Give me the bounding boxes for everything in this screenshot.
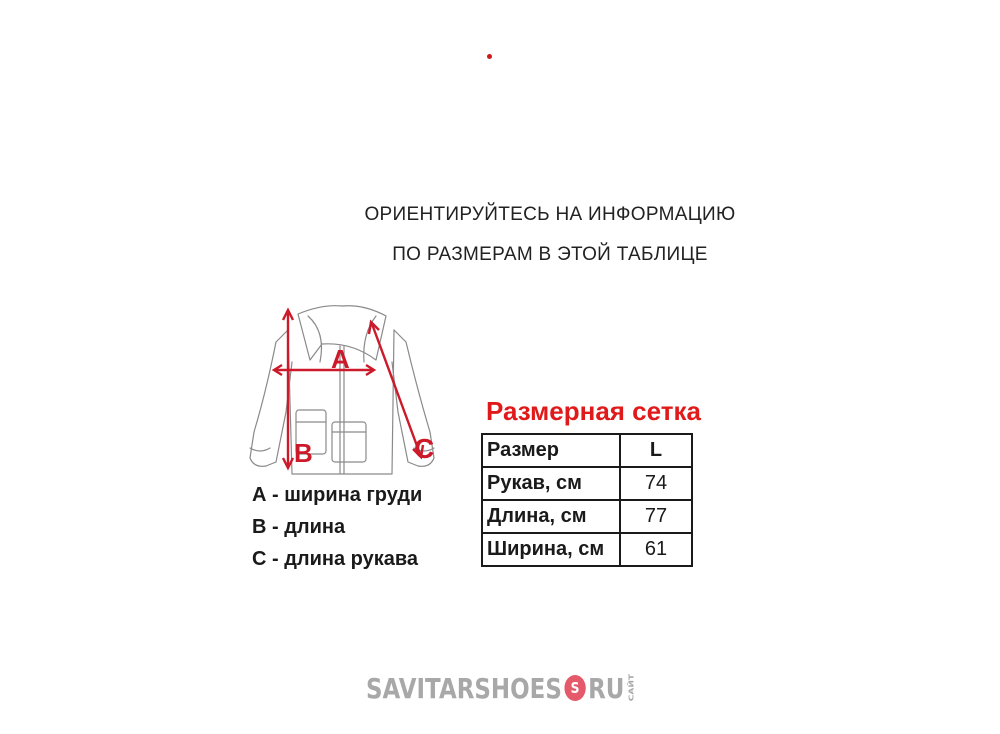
legend-item-c: С - длина рукава: [252, 548, 419, 570]
brand-suffix: САЙТ: [627, 674, 636, 702]
header-label-cell: Размер: [482, 434, 620, 467]
legend-item-b: В - длина: [252, 516, 346, 538]
table-row: [482, 467, 692, 500]
heading-line-2: ПО РАЗМЕРАМ В ЭТОЙ ТАБЛИЦЕ: [392, 244, 708, 265]
brand-logo: [366, 668, 636, 708]
label-a: A: [331, 344, 350, 374]
red-dot: [487, 54, 492, 59]
row-label-cell: Ширина, см: [482, 533, 620, 566]
table-header-row: [482, 434, 692, 467]
table-row: [482, 500, 692, 533]
jacket-outline: [250, 306, 434, 474]
brand-name-right: RU: [588, 671, 625, 705]
row-value-cell: 74: [620, 467, 692, 500]
label-b: B: [294, 438, 313, 468]
measurement-legend: [252, 482, 422, 578]
brand-emblem-icon: [564, 675, 585, 701]
label-c: C: [414, 433, 435, 464]
row-value-cell: 77: [620, 500, 692, 533]
heading-line-1: ОРИЕНТИРУЙТЕСЬ НА ИНФОРМАЦИЮ: [364, 204, 736, 225]
row-label-cell: Длина, см: [482, 500, 620, 533]
brand-emblem-glyph: S: [570, 679, 580, 697]
table-row: [482, 533, 692, 566]
size-table-title: Размерная сетка: [486, 396, 701, 426]
sleeve-length-line: [372, 324, 420, 454]
brand-name-left: SAVITARSHOES: [366, 671, 562, 705]
row-value-cell: 61: [620, 533, 692, 566]
row-label-cell: Рукав, см: [482, 467, 620, 500]
legend-item-a: А - ширина груди: [252, 484, 423, 506]
header-size-cell: L: [620, 434, 692, 467]
size-table: [481, 433, 693, 567]
jacket-diagram: [236, 302, 450, 478]
